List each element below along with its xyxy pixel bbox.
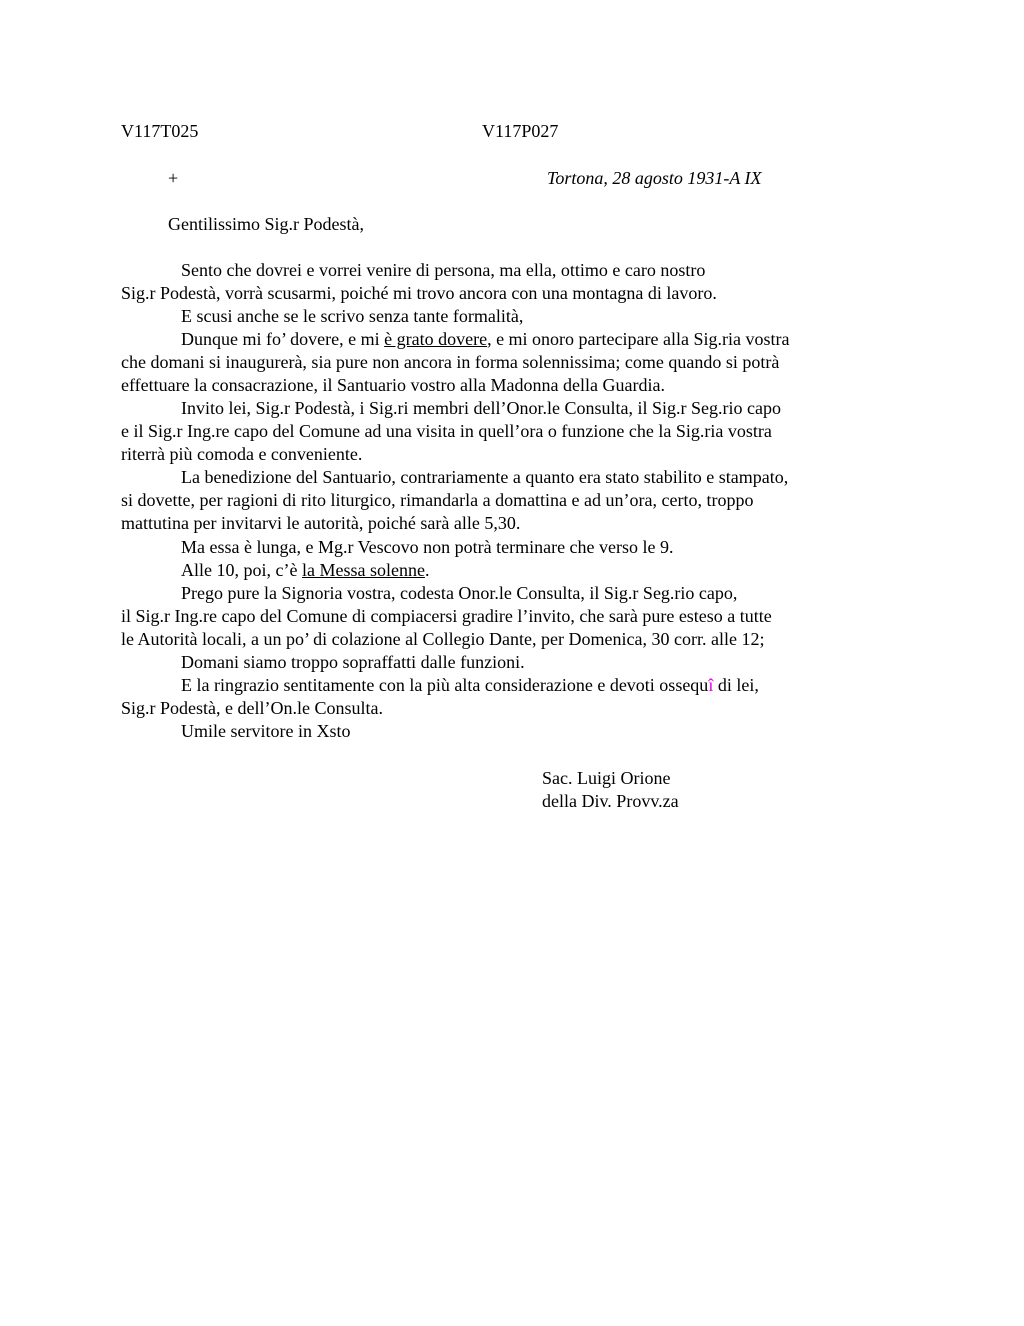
body-line: Invito lei, Sig.r Podestà, i Sig.ri membri dell’Onor.le Consulta, il Sig.r Seg.rio capo [181,398,781,418]
body-line [181,328,789,351]
salutation: Gentilissimo Sig.r Podestà, [168,214,365,234]
body-line: Ma essa è lunga, e Mg.r Vescovo non potrà terminare che verso le 9. [181,537,674,557]
body-line: Sig.r Podestà, vorrà scusarmi, poiché mi trovo ancora con una montagna di lavoro. [121,283,717,303]
body-line [181,674,759,697]
body-line [181,559,429,582]
body-line: riterrà più comoda e conveniente. [121,444,363,464]
body-line: La benedizione del Santuario, contrariamente a quanto era stato stabilito e stampato, [181,467,789,487]
body-line: che domani si inaugurerà, sia pure non ancora in forma solennissima; come quando si potrà [121,352,780,372]
body-line: Domani siamo troppo sopraffatti dalle funzioni. [181,652,525,672]
document-code-right: V117P027 [482,121,559,141]
place-date: Tortona, 28 agosto 1931-A IX [547,168,762,188]
body-line: Sento che dovrei e vorrei venire di persona, ma ella, ottimo e caro nostro [181,260,706,280]
underlined-text: la Messa solenne [301,560,425,580]
text-run: . [424,560,430,580]
closing: Umile servitore in Xsto [181,721,351,741]
signature-affiliation: della Div. Provv.za [542,791,679,811]
body-line: le Autorità locali, a un po’ di colazione al Collegio Dante, per Domenica, 30 corr. alle 12; [121,629,765,649]
document-code-left: V117T025 [121,121,199,141]
underlined-text: è grato dovere [384,329,488,349]
body-line: E scusi anche se le scrivo senza tante formalità, [181,306,524,326]
signature-name: Sac. Luigi Orione [542,768,671,788]
text-run: Alle 10, poi, c’è [181,560,302,580]
text-run: , e mi onoro partecipare alla Sig.ria vostra [487,329,790,349]
highlighted-character: î [708,675,714,695]
body-line: si dovette, per ragioni di rito liturgico, rimandarla a domattina e ad un’ora, certo, troppo [121,490,754,510]
body-line: Sig.r Podestà, e dell’On.le Consulta. [121,698,383,718]
body-line: effettuare la consacrazione, il Santuario vostro alla Madonna della Guardia. [121,375,665,395]
text-run: di lei, [713,675,759,695]
body-line: mattutina per invitarvi le autorità, poiché sarà alle 5,30. [121,513,521,533]
body-line: Prego pure la Signoria vostra, codesta Onor.le Consulta, il Sig.r Seg.rio capo, [181,583,738,603]
text-run: Dunque mi fo’ dovere, e mi [181,329,385,349]
cross-mark: + [168,168,179,188]
body-line: e il Sig.r Ing.re capo del Comune ad una visita in quell’ora o funzione che la Sig.ria vostra [121,421,772,441]
text-run: E la ringrazio sentitamente con la più alta considerazione e devoti ossequ [181,675,709,695]
body-line: il Sig.r Ing.re capo del Comune di compiacersi gradire l’invito, che sarà pure esteso a tutte [121,606,772,626]
